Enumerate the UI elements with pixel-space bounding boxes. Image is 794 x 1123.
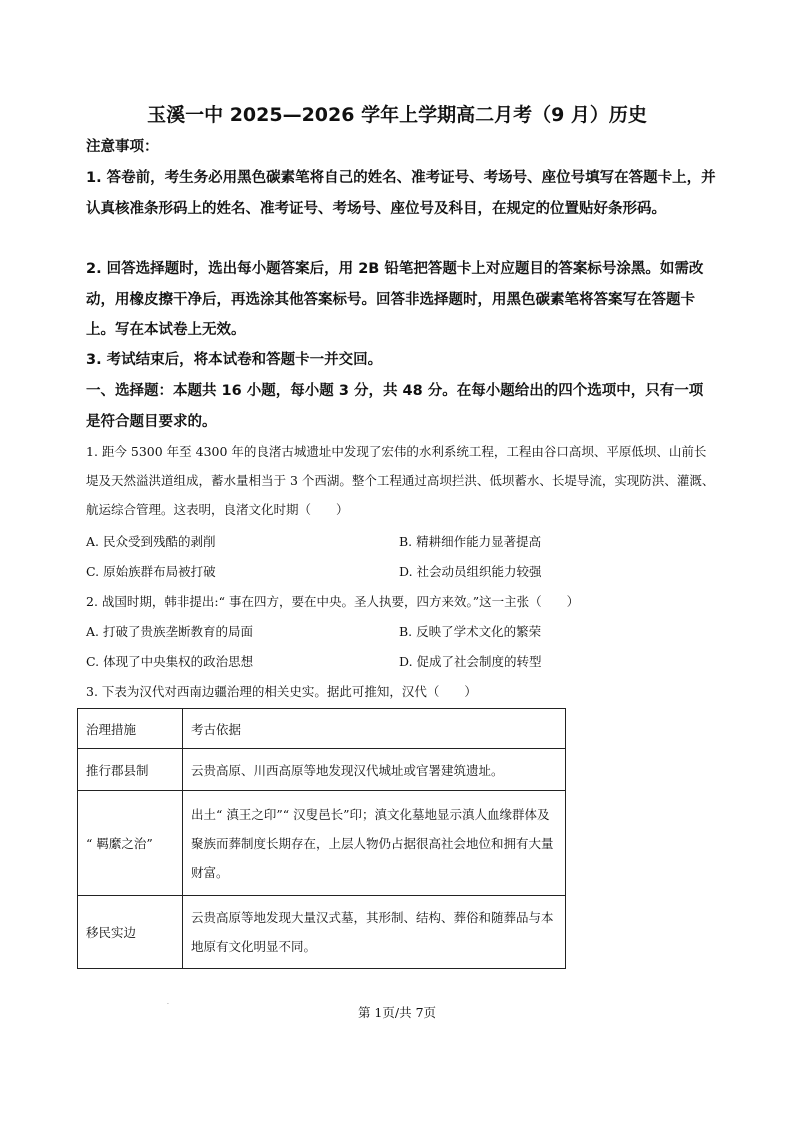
- history-table: [77, 708, 566, 969]
- page-footer: 第 1页/共 7页: [357, 1005, 437, 1020]
- table-cell-evidence: 出土“ 滇王之印”“ 汉叟邑长”印；滇文化墓地显示滇人血缘群体及聚族而葬制度长期存在，上层人物仍占据很高社会地位和拥有大量财富。: [183, 791, 566, 896]
- table-cell-measure: “ 羁縻之治”: [78, 791, 183, 896]
- table-row: [78, 749, 566, 791]
- q2-option-c: C. 体现了中央集权的政治思想: [86, 654, 254, 669]
- note-2: 2. 回答选择题时，选出每小题答案后，用 2B 铅笔把答题卡上对应题目的答案标号涂黑。如需改动，用橡皮擦干净后，再选涂其他答案标号。回答非选择题时，用黑色碳素笔将答案写在答题卡上。写在本试卷上无效。: [86, 261, 704, 338]
- stray-dot: ·: [167, 1001, 169, 1008]
- question-2-stem: 2. 战国时期，韩非提出:“ 事在四方，要在中央。圣人执要，四方来效。”这一主张（ ）: [86, 594, 580, 609]
- question-3-stem: 3. 下表为汉代对西南边疆治理的相关史实。据此可推知，汉代（ ）: [86, 684, 477, 699]
- question-1-stem: 1. 距今 5300 年至 4300 年的良渚古城遗址中发现了宏伟的水利系统工程，工程由谷口高坝、平原低坝、山前长堤及天然溢洪道组成，蓄水量相当于 3 个西湖。整个工程通过高坝拦洪、低坝蓄水、长堤导流，实现防洪、灌溉、航运综合管理。这表明，良渚文化时期（ ）: [86, 444, 715, 517]
- table-header-cell: 考古依据: [183, 709, 566, 749]
- q2-option-d: D. 促成了社会制度的转型: [399, 654, 542, 669]
- q1-option-c: C. 原始族群布局被打破: [86, 564, 216, 579]
- notes-heading: 注意事项：: [86, 139, 159, 155]
- note-1: 1. 答卷前，考生务必用黑色碳素笔将自己的姓名、准考证号、考场号、座位号填写在答题卡上，并认真核准条形码上的姓名、准考证号、考场号、座位号及科目，在规定的位置贴好条形码。: [86, 170, 716, 217]
- table-header-row: [78, 709, 566, 749]
- table-cell-evidence: 云贵高原等地发现大量汉式墓，其形制、结构、葬俗和随葬品与本地原有文化明显不同。: [183, 896, 566, 969]
- q1-option-a: A. 民众受到残酷的剥削: [86, 534, 216, 549]
- table-header-cell: 治理措施: [78, 709, 183, 749]
- table-cell-measure: 移民实边: [78, 896, 183, 969]
- q1-option-d: D. 社会动员组织能力较强: [399, 564, 542, 579]
- table-row: [78, 896, 566, 969]
- table-cell-measure: 推行郡县制: [78, 749, 183, 791]
- q1-option-b: B. 精耕细作能力显著提高: [399, 534, 542, 549]
- q2-option-b: B. 反映了学术文化的繁荣: [399, 624, 542, 639]
- exam-title: 玉溪一中 2025—2026 学年上学期高二月考（9 月）历史: [147, 104, 647, 126]
- q2-option-a: A. 打破了贵族垄断教育的局面: [86, 624, 253, 639]
- table-row: [78, 791, 566, 896]
- table-cell-evidence: 云贵高原、川西高原等地发现汉代城址或官署建筑遗址。: [183, 749, 566, 791]
- note-3: 3. 考试结束后，将本试卷和答题卡一并交回。: [86, 352, 383, 368]
- section-heading: 一、选择题：本题共 16 小题，每小题 3 分，共 48 分。在每小题给出的四个选项中，只有一项是符合题目要求的。: [86, 383, 704, 430]
